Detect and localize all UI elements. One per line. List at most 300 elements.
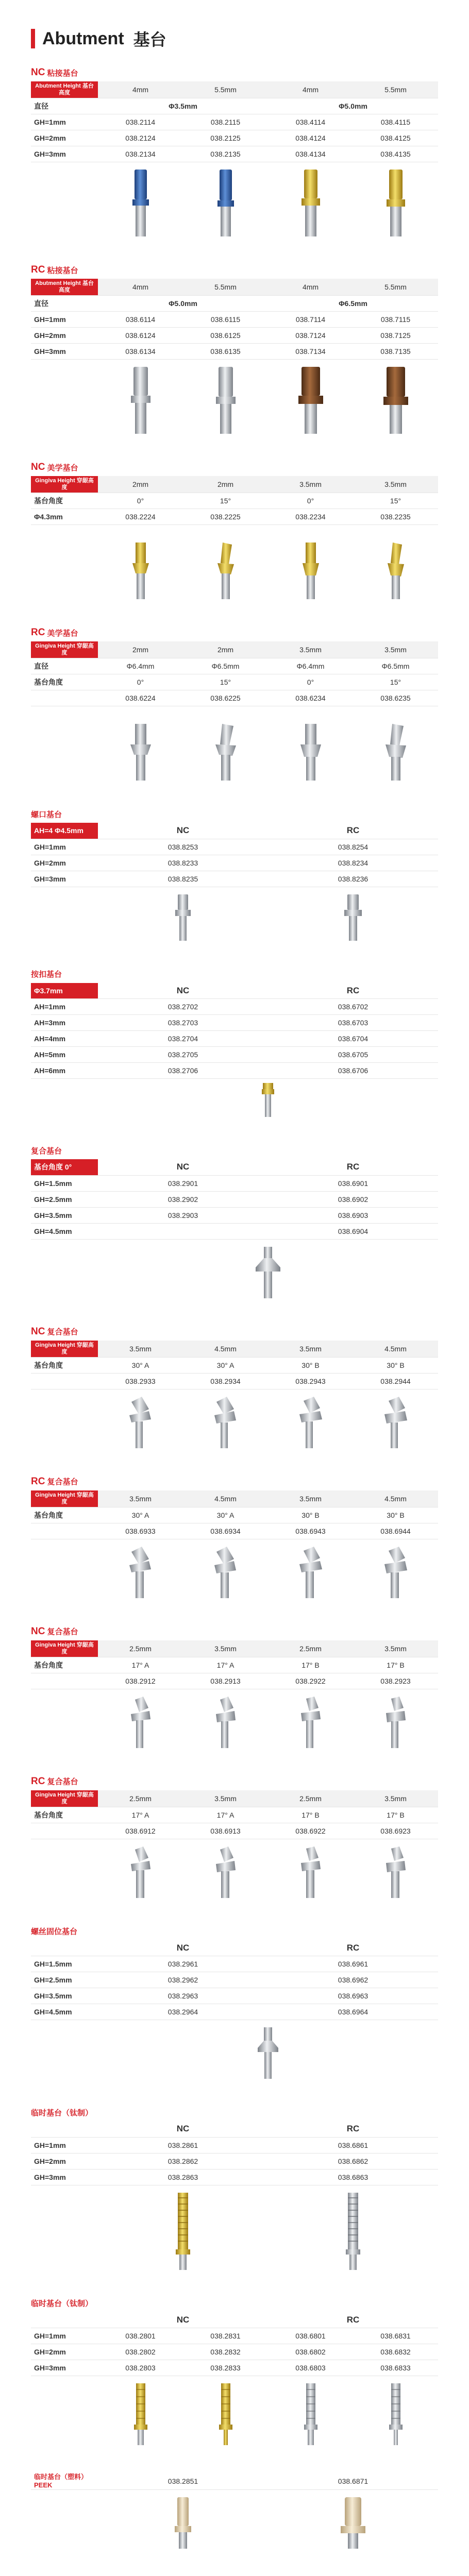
col-head: 3.5mm (98, 1341, 183, 1358)
section-name: 粘接基台 (47, 266, 78, 275)
aesthetic-gold-angled-image (386, 543, 406, 599)
angle-cell: 30° B (353, 1357, 438, 1373)
abutment-blue-image (130, 170, 151, 236)
code-cell: 038.2831 (183, 2328, 268, 2344)
product-images (98, 1079, 438, 1120)
col-head: 2.5mm (98, 1640, 183, 1657)
multiunit-abutment-image (253, 1247, 283, 1298)
section-name: 复合基台 (47, 1628, 78, 1636)
angle-cell: 17° B (268, 1657, 353, 1673)
abutment-gold-image (299, 170, 322, 236)
page-header (31, 0, 438, 57)
code-cell: 038.2135 (183, 146, 268, 162)
product-images (98, 706, 438, 784)
section-name: 美学基台 (47, 629, 78, 638)
code-cell: 038.2913 (183, 1673, 268, 1689)
row-label: AH=3mm (31, 1015, 98, 1031)
code-cell: 038.8234 (268, 855, 438, 871)
code-cell: 038.7114 (268, 312, 353, 328)
code-cell: 038.2803 (98, 2360, 183, 2376)
spec-table (31, 1341, 438, 1389)
peek-abutment-image (339, 2497, 367, 2549)
col-head: RC (268, 2312, 438, 2328)
section-rc-cement-abutment (31, 264, 438, 437)
col-head: 4mm (98, 279, 183, 296)
row-label: GH=2mm (31, 130, 98, 146)
row-label: GH=1.5mm (31, 1175, 98, 1191)
section-locator-abutment (31, 969, 438, 1121)
section-nc-multiunit-17 (31, 1626, 438, 1751)
row-label: Gingiva Height 穿龈高度 (31, 641, 98, 658)
code-cell: 038.2704 (98, 1031, 268, 1047)
col-head: NC (98, 1159, 268, 1175)
code-cell (98, 1223, 268, 1239)
col-head: RC (268, 823, 438, 839)
screw-abutment-silver-image (174, 894, 192, 941)
code-cell: 038.2134 (98, 146, 183, 162)
col-head: 2.5mm (98, 1790, 183, 1807)
abutment-blue-image (215, 170, 236, 236)
angle-cell: 17° A (183, 1807, 268, 1823)
code-cell: 038.7125 (353, 328, 438, 344)
angle-cell: 17° B (268, 1807, 353, 1823)
col-head: 3.5mm (183, 1790, 268, 1807)
col-head: 2mm (183, 641, 268, 658)
code-cell: 038.6234 (268, 690, 353, 706)
angled-multiunit-image (383, 1697, 409, 1748)
code-cell: 038.2702 (98, 999, 268, 1015)
code-cell: 038.6963 (268, 1988, 438, 2004)
angled-multiunit-image (211, 1547, 240, 1598)
section-tag: NC (31, 462, 45, 472)
section-rc-aesthetic-abutment (31, 627, 438, 784)
spec-table (31, 1790, 438, 1839)
code-cell: 038.2125 (183, 130, 268, 146)
col-head: 3.5mm (353, 476, 438, 493)
code-cell: 038.8233 (98, 855, 268, 871)
row-label: 基台角度 (31, 674, 98, 690)
spec-table (31, 2121, 438, 2185)
diameter-cell: Φ5.0mm (268, 98, 438, 114)
code-cell: 038.6125 (183, 328, 268, 344)
code-cell: 038.2861 (98, 2137, 268, 2153)
aesthetic-gold-image (130, 543, 151, 599)
angle-cell: 15° (353, 674, 438, 690)
col-head: 4.5mm (353, 1490, 438, 1507)
row-label: 基台角度 (31, 1657, 98, 1673)
code-cell: 038.2863 (98, 2169, 268, 2185)
row-label: GH=1mm (31, 114, 98, 130)
section-name: 复合基台 (47, 1777, 78, 1786)
code-cell: 038.6913 (183, 1823, 268, 1839)
product-images (98, 887, 438, 944)
aesthetic-gold-image (300, 543, 321, 599)
aesthetic-gold-angled-image (215, 543, 236, 599)
section-multiunit-abutment-straight (31, 1145, 438, 1301)
code-cell: 038.2912 (98, 1673, 183, 1689)
col-head: 5.5mm (183, 279, 268, 296)
section-name: 粘接基台 (47, 69, 78, 78)
section-nc-aesthetic-abutment (31, 462, 438, 602)
row-label: 直径 (31, 658, 98, 674)
row-label: GH=2mm (31, 2153, 98, 2169)
code-cell: 038.2235 (353, 509, 438, 525)
code-cell: 038.6933 (98, 1523, 183, 1539)
code-cell: 038.8254 (268, 839, 438, 855)
code-cell: 038.6124 (98, 328, 183, 344)
section-name: 美学基台 (47, 463, 78, 472)
section-temporary-titanium-abutment-2 (31, 2298, 438, 2449)
spec-table (31, 1490, 438, 1539)
row-label: 基台角度 (31, 1357, 98, 1373)
row-label: GH=3mm (31, 2360, 98, 2376)
code-cell: 038.6135 (183, 344, 268, 360)
row-label: GH=1mm (31, 2328, 98, 2344)
row-label: GH=3mm (31, 2169, 98, 2185)
row-label: Gingiva Height 穿龈高度 (31, 476, 98, 493)
col-head: NC (98, 2312, 268, 2328)
section-temporary-peek-abutment (31, 2473, 438, 2552)
section-tag: RC (31, 1476, 45, 1487)
angle-cell: 17° B (353, 1657, 438, 1673)
diameter-cell: Φ6.4mm (268, 658, 353, 674)
spec-table (31, 1640, 438, 1689)
col-head: 4.5mm (353, 1341, 438, 1358)
code-cell: 038.2802 (98, 2344, 183, 2360)
row-label: GH=4.5mm (31, 1223, 98, 1239)
code-cell: 038.2114 (98, 114, 183, 130)
code-cell: 038.6863 (268, 2169, 438, 2185)
code-cell: 038.6904 (268, 1223, 438, 1239)
diameter-cell: Φ3.5mm (98, 98, 268, 114)
section-name: 临时基台（塑料） PEEK (31, 2473, 98, 2490)
row-label: GH=4.5mm (31, 2004, 98, 2020)
product-images (98, 2185, 438, 2273)
row-label: GH=2mm (31, 2344, 98, 2360)
code-cell: 038.6832 (353, 2344, 438, 2360)
aesthetic-silver-angled-image (214, 724, 238, 781)
col-head: RC (268, 1159, 438, 1175)
row-label: Φ3.7mm (31, 983, 98, 999)
temporary-abutment-silver-image (388, 2383, 404, 2445)
section-name: 复合基台 (47, 1478, 78, 1486)
col-head: 4.5mm (183, 1490, 268, 1507)
section-name: 螺丝固位基台 (31, 1927, 78, 1936)
row-label: GH=1.5mm (31, 1956, 98, 1972)
section-rc-multiunit-30 (31, 1476, 438, 1601)
row-label: GH=2.5mm (31, 1972, 98, 1988)
row-label: Φ4.3mm (31, 509, 98, 525)
temporary-abutment-gold-image (174, 2193, 192, 2270)
angled-multiunit-image (298, 1697, 324, 1748)
col-head: 2mm (183, 476, 268, 493)
code-cell: 038.7135 (353, 344, 438, 360)
angle-cell: 30° B (268, 1507, 353, 1523)
col-head: NC (98, 2121, 268, 2137)
angled-multiunit-image (211, 1397, 240, 1448)
code-cell: 038.2922 (268, 1673, 353, 1689)
code-cell: 038.6922 (268, 1823, 353, 1839)
code-cell: 038.6901 (268, 1175, 438, 1191)
code-cell: 038.2705 (98, 1047, 268, 1063)
row-label: GH=3mm (31, 871, 98, 887)
code-cell: 038.6833 (353, 2360, 438, 2376)
diameter-cell: Φ5.0mm (98, 296, 268, 312)
angle-cell: 0° (98, 674, 183, 690)
code-cell: 038.6703 (268, 1015, 438, 1031)
angle-cell: 15° (353, 493, 438, 509)
section-name: 临时基台（钛制） (31, 2299, 93, 2308)
temporary-abutment-gold-image (217, 2383, 234, 2445)
section-tag: RC (31, 627, 45, 638)
col-head: 3.5mm (268, 1490, 353, 1507)
code-cell: 038.6705 (268, 1047, 438, 1063)
code-cell: 038.6831 (353, 2328, 438, 2344)
code-cell: 038.6964 (268, 2004, 438, 2020)
temporary-abutment-silver-image (303, 2383, 319, 2445)
aesthetic-silver-image (129, 724, 153, 781)
col-head: 4mm (268, 81, 353, 98)
angle-cell: 17° A (98, 1807, 183, 1823)
abutment-gold-image (384, 170, 407, 236)
angle-cell: 0° (268, 493, 353, 509)
row-label: GH=2mm (31, 855, 98, 871)
code-cell: 038.7134 (268, 344, 353, 360)
code-cell: 038.6704 (268, 1031, 438, 1047)
row-label: GH=3.5mm (31, 1988, 98, 2004)
angle-cell: 0° (98, 493, 183, 509)
aesthetic-silver-angled-image (384, 724, 408, 781)
code-cell: 038.6962 (268, 1972, 438, 1988)
angled-multiunit-image (298, 1846, 324, 1898)
row-label: AH=6mm (31, 1063, 98, 1079)
col-head: NC (98, 983, 268, 999)
angled-multiunit-image (381, 1547, 410, 1598)
col-head: RC (268, 1940, 438, 1956)
code-cell: 038.8235 (98, 871, 268, 887)
code-cell: 038.6224 (98, 690, 183, 706)
code-cell: 038.4125 (353, 130, 438, 146)
code-cell: 038.2943 (268, 1373, 353, 1389)
code-cell: 038.2903 (98, 1207, 268, 1223)
angle-cell: 30° A (183, 1357, 268, 1373)
locator-abutment-image (260, 1083, 276, 1117)
col-head: 2mm (98, 476, 183, 493)
code-cell: 038.6961 (268, 1956, 438, 1972)
col-head: 3.5mm (353, 641, 438, 658)
code-cell: 038.2862 (98, 2153, 268, 2169)
code-cell: 038.8253 (98, 839, 268, 855)
code-cell: 038.6802 (268, 2344, 353, 2360)
product-images (98, 1389, 438, 1451)
col-head: 3.5mm (353, 1640, 438, 1657)
header-accent-bar (31, 29, 35, 48)
angle-cell: 30° B (268, 1357, 353, 1373)
angle-cell: 30° A (98, 1507, 183, 1523)
row-label: AH=1mm (31, 999, 98, 1015)
section-name: 复合基台 (47, 1328, 78, 1336)
code-cell: 038.2923 (353, 1673, 438, 1689)
code-cell: 038.2851 (98, 2473, 268, 2490)
col-head: 3.5mm (183, 1640, 268, 1657)
angled-multiunit-image (296, 1547, 325, 1598)
code-cell: 038.2902 (98, 1191, 268, 1207)
product-images (98, 2020, 438, 2082)
angled-multiunit-image (128, 1846, 154, 1898)
row-label: Gingiva Height 穿龈高度 (31, 1790, 98, 1807)
spec-table (31, 983, 438, 1079)
col-head: NC (98, 823, 268, 839)
code-cell: 038.6943 (268, 1523, 353, 1539)
code-cell: 038.2901 (98, 1175, 268, 1191)
abutment-silver-image (129, 367, 152, 434)
angled-multiunit-image (126, 1397, 155, 1448)
screw-abutment-silver-image (343, 894, 363, 941)
row-label: 基台角度 (31, 1507, 98, 1523)
code-cell: 038.2961 (98, 1956, 268, 1972)
code-cell: 038.2115 (183, 114, 268, 130)
row-label: GH=1mm (31, 312, 98, 328)
angled-multiunit-image (126, 1547, 155, 1598)
col-head: 4.5mm (183, 1341, 268, 1358)
col-head: 4mm (268, 279, 353, 296)
section-tag: NC (31, 1625, 45, 1637)
row-label: GH=1mm (31, 839, 98, 855)
angle-cell: 17° A (98, 1657, 183, 1673)
row-label: GH=2mm (31, 328, 98, 344)
angle-cell: 0° (268, 674, 353, 690)
spec-table (31, 823, 438, 887)
code-cell: 038.2801 (98, 2328, 183, 2344)
angled-multiunit-image (128, 1697, 154, 1748)
product-images (98, 2490, 438, 2552)
aesthetic-silver-image (299, 724, 323, 781)
code-cell: 038.6801 (268, 2328, 353, 2344)
col-head: 2.5mm (268, 1640, 353, 1657)
section-nc-cement-abutment (31, 67, 438, 240)
code-cell: 038.7124 (268, 328, 353, 344)
section-name: 按扣基台 (31, 970, 62, 979)
row-label: GH=2.5mm (31, 1191, 98, 1207)
code-cell: 038.4124 (268, 130, 353, 146)
code-cell: 038.6134 (98, 344, 183, 360)
code-cell: 038.2703 (98, 1015, 268, 1031)
spec-table (31, 641, 438, 706)
page-title-zh: 基台 (133, 30, 166, 49)
code-cell: 038.6923 (353, 1823, 438, 1839)
code-cell: 038.4115 (353, 114, 438, 130)
col-head: 3.5mm (268, 641, 353, 658)
spec-table (31, 81, 438, 162)
row-label: Abutment Height 基台高度 (31, 81, 98, 98)
row-label: AH=4 Φ4.5mm (31, 823, 98, 839)
code-cell: 038.6902 (268, 1191, 438, 1207)
row-label: GH=3mm (31, 146, 98, 162)
col-head: NC (98, 1940, 268, 1956)
angled-multiunit-image (213, 1846, 239, 1898)
section-nc-multiunit-30 (31, 1326, 438, 1451)
page-title-en: Abutment (42, 28, 124, 48)
row-label: AH=4mm (31, 1031, 98, 1047)
angle-cell: 30° B (353, 1507, 438, 1523)
col-head: 3.5mm (98, 1490, 183, 1507)
temporary-abutment-gold-image (132, 2383, 149, 2445)
col-head: 3.5mm (353, 1790, 438, 1807)
angle-cell: 15° (183, 493, 268, 509)
row-label: Gingiva Height 穿龈高度 (31, 1341, 98, 1358)
row-label: 基台角度 (31, 493, 98, 509)
spec-table (31, 476, 438, 525)
code-cell: 038.6934 (183, 1523, 268, 1539)
section-tag: RC (31, 264, 45, 275)
angled-multiunit-image (213, 1697, 239, 1748)
code-cell: 038.4114 (268, 114, 353, 130)
code-cell: 038.2963 (98, 1988, 268, 2004)
section-tag: NC (31, 67, 45, 78)
code-cell: 038.6861 (268, 2137, 438, 2153)
section-screw-retained-abutment (31, 1926, 438, 2082)
product-images (98, 360, 438, 437)
row-label: 基台角度 0° (31, 1159, 98, 1175)
angled-multiunit-image (296, 1397, 325, 1448)
product-images (98, 1839, 438, 1901)
code-cell: 038.6235 (353, 690, 438, 706)
code-cell: 038.8236 (268, 871, 438, 887)
row-label: Gingiva Height 穿龈高度 (31, 1640, 98, 1657)
angle-cell: 15° (183, 674, 268, 690)
code-cell: 038.2944 (353, 1373, 438, 1389)
code-cell: 038.6114 (98, 312, 183, 328)
abutment-silver-image (214, 367, 237, 434)
code-cell: 038.2964 (98, 2004, 268, 2020)
section-name: 螺口基台 (31, 810, 62, 819)
row-label: 直径 (31, 98, 98, 114)
screw-retained-abutment-image (254, 2027, 282, 2079)
code-cell: 038.6912 (98, 1823, 183, 1839)
code-cell: 038.6871 (268, 2473, 438, 2490)
col-head: 4mm (98, 81, 183, 98)
col-head: 5.5mm (183, 81, 268, 98)
code-cell: 038.6944 (353, 1523, 438, 1539)
diameter-cell: Φ6.5mm (353, 658, 438, 674)
section-name: 临时基台（钛制） (31, 2108, 93, 2117)
row-label: GH=3mm (31, 344, 98, 360)
product-images (98, 2376, 438, 2448)
abutment-bronze-image (382, 367, 409, 434)
code-cell: 038.2124 (98, 130, 183, 146)
section-screw-abutment (31, 808, 438, 944)
code-cell: 038.2234 (268, 509, 353, 525)
code-cell: 038.6862 (268, 2153, 438, 2169)
angled-multiunit-image (383, 1846, 409, 1898)
peek-abutment-image (173, 2497, 193, 2549)
angle-cell: 30° A (183, 1507, 268, 1523)
code-cell: 038.2933 (98, 1373, 183, 1389)
product-images (98, 1689, 438, 1751)
section-tag: NC (31, 1326, 45, 1337)
product-images (98, 525, 438, 602)
product-images (98, 1240, 438, 1301)
code-cell: 038.6702 (268, 999, 438, 1015)
col-head: 5.5mm (353, 279, 438, 296)
spec-table (31, 279, 438, 360)
diameter-cell: Φ6.5mm (268, 296, 438, 312)
section-temporary-titanium-abutment (31, 2107, 438, 2273)
code-cell: 038.6903 (268, 1207, 438, 1223)
angle-cell: 17° B (353, 1807, 438, 1823)
angle-cell: 17° A (183, 1657, 268, 1673)
col-head: 2mm (98, 641, 183, 658)
